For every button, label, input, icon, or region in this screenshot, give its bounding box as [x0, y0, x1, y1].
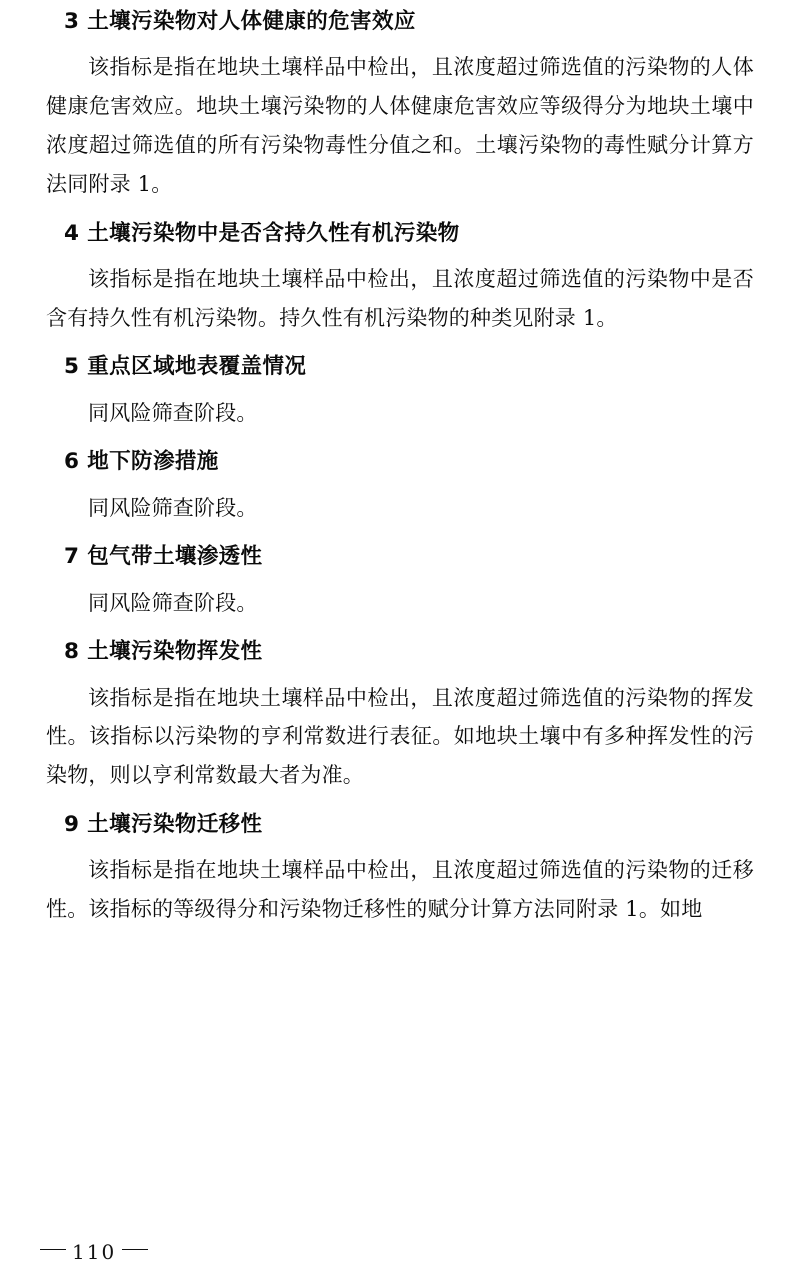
section-body: 同风险筛查阶段。: [88, 495, 258, 520]
section-heading: 9 土壤污染物迁移性: [64, 812, 263, 838]
section-body: 该指标是指在地块土壤样品中检出，且浓度超过筛选值的污染物的迁移性。该指标的等级得分和污染物迁移性的赋分计算方法同附录 1。如地: [46, 858, 754, 922]
section-8: [46, 636, 754, 809]
spacer: [46, 383, 754, 394]
spacer: [46, 527, 754, 541]
section-5: [46, 351, 754, 446]
spacer: [46, 573, 754, 584]
section-4: [46, 218, 754, 352]
page-number: 110: [72, 1240, 117, 1264]
spacer: [46, 249, 754, 260]
section-body: 同风险筛查阶段。: [88, 400, 258, 425]
spacer: [46, 432, 754, 446]
section-heading: 4 土壤污染物中是否含持久性有机污染物: [64, 220, 460, 246]
section-heading: 6 地下防渗措施: [64, 449, 219, 475]
spacer: [46, 840, 754, 851]
spacer: [46, 668, 754, 679]
section-6: [46, 446, 754, 541]
section-3: [46, 6, 754, 218]
spacer: [46, 337, 754, 351]
folio-dash-left: [40, 1249, 66, 1250]
section-heading: 3 土壤污染物对人体健康的危害效应: [64, 9, 416, 34]
section-7: [46, 541, 754, 636]
page-footer: [0, 1240, 800, 1264]
section-body: 该指标是指在地块土壤样品中检出，且浓度超过筛选值的污染物中是否含有持久性有机污染物。持久性有机污染物的种类见附录 1。: [46, 266, 754, 330]
section-heading: 5 重点区域地表覆盖情况: [64, 354, 307, 380]
folio-dash-right: [122, 1249, 148, 1250]
section-body: 同风险筛查阶段。: [88, 590, 258, 615]
section-body: 该指标是指在地块土壤样品中检出，且浓度超过筛选值的污染物的挥发性。该指标以污染物的亨利常数进行表征。如地块土壤中有多种挥发性的污染物，则以亨利常数最大者为准。: [46, 685, 754, 788]
spacer: [46, 37, 754, 48]
spacer: [46, 204, 754, 218]
section-heading: 7 包气带土壤渗透性: [64, 544, 263, 570]
spacer: [46, 478, 754, 489]
spacer: [46, 795, 754, 809]
section-body: 该指标是指在地块土壤样品中检出，且浓度超过筛选值的污染物的人体健康危害效应。地块土壤污染物的人体健康危害效应等级得分为地块土壤中浓度超过筛选值的所有污染物毒性分值之和。土壤污染物的毒性赋分计算方法同附录 1。: [46, 55, 754, 196]
section-heading: 8 土壤污染物挥发性: [64, 639, 263, 665]
spacer: [46, 622, 754, 636]
section-9: [46, 809, 754, 929]
